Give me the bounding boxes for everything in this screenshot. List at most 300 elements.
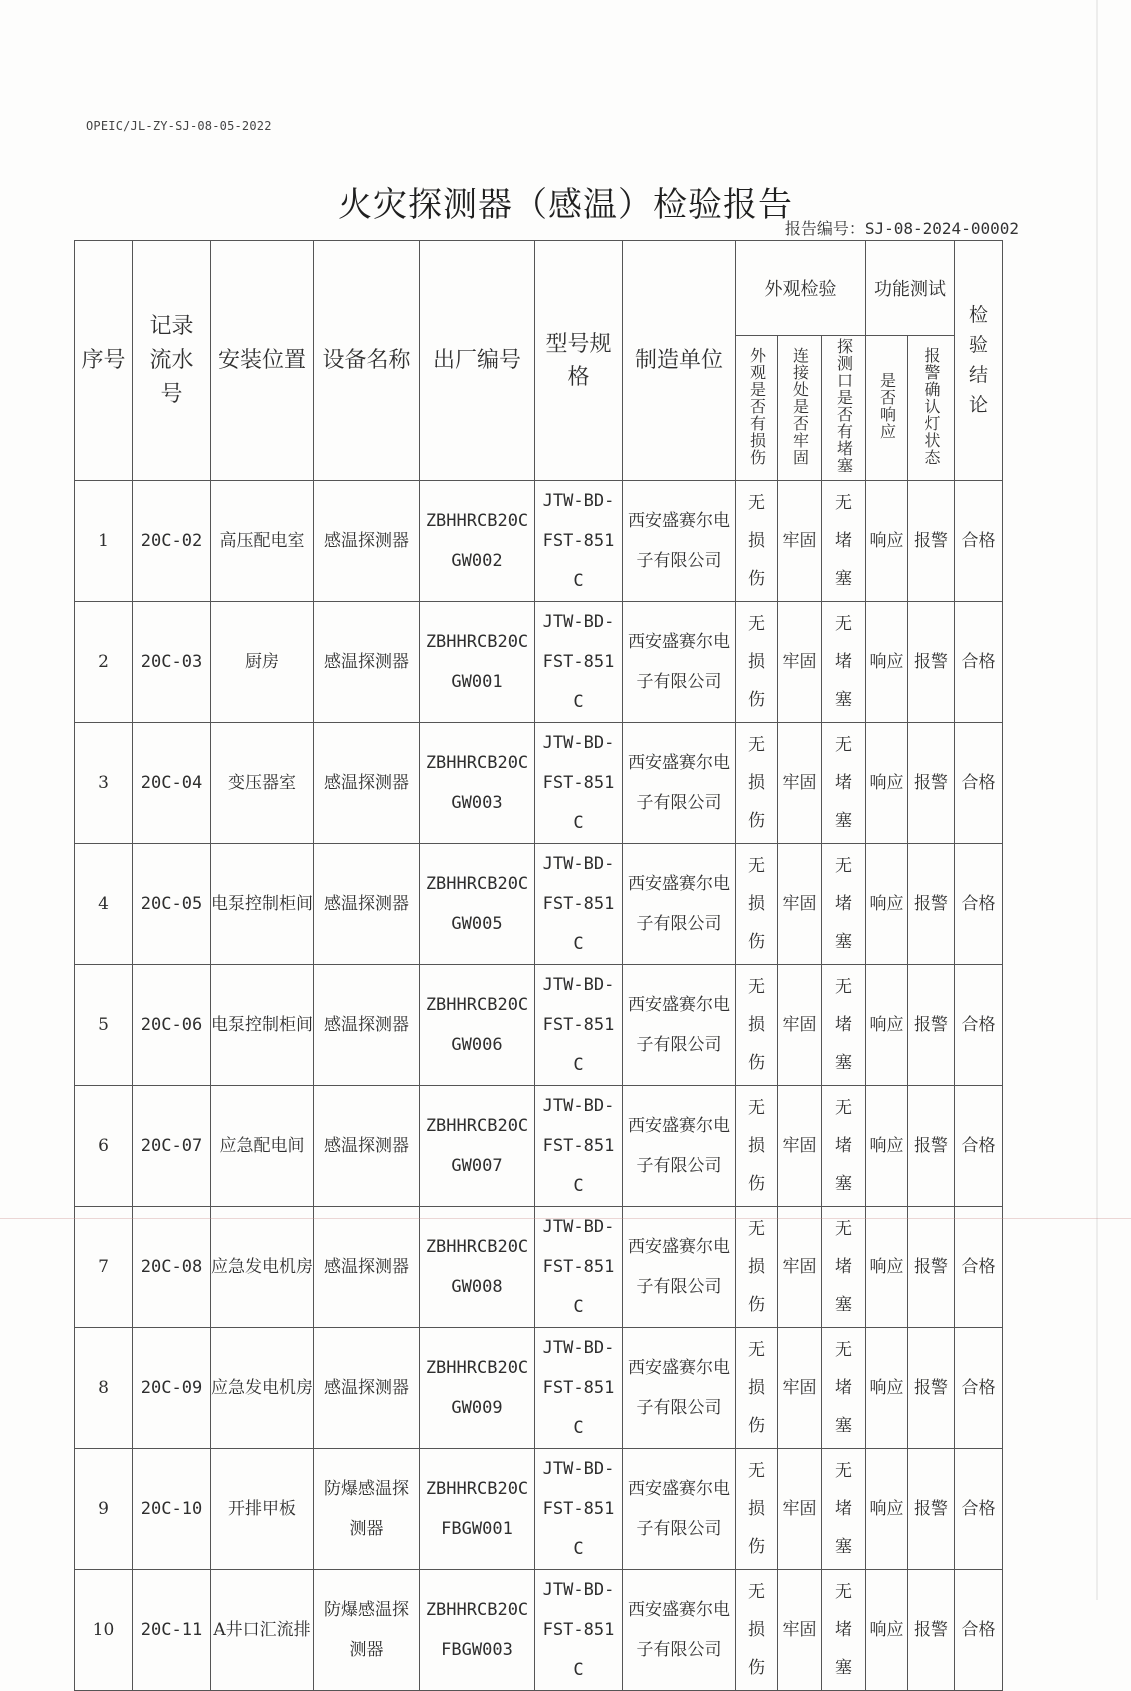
- header-fn-respond-label: 是否响应: [877, 372, 897, 440]
- cell-model-text: JTW-BD-FST-851C: [542, 854, 615, 954]
- header-fn-alarm: [908, 336, 955, 481]
- cell-serial: [420, 1328, 535, 1449]
- cell-block: [822, 1328, 866, 1449]
- cell-record: [133, 602, 211, 723]
- cell-respond: [866, 1570, 908, 1691]
- cell-location-text: 电泵控制柜间: [211, 1015, 313, 1035]
- cell-damage: [736, 1207, 778, 1328]
- cell-device: [314, 602, 420, 723]
- cell-location-text: 变压器室: [228, 773, 296, 793]
- cell-device-text: 感温探测器: [324, 652, 409, 672]
- cell-result-text: 合格: [961, 1257, 996, 1277]
- cell-firm-text: 牢固: [782, 1499, 817, 1519]
- cell-record: [133, 481, 211, 602]
- cell-damage-text: 无损伤: [748, 1581, 765, 1678]
- cell-block-text: 无堵塞: [835, 492, 852, 589]
- cell-respond: [866, 1207, 908, 1328]
- cell-respond-text: 响应: [869, 894, 904, 914]
- table-row: [75, 1207, 1003, 1328]
- cell-damage: [736, 481, 778, 602]
- cell-seq: [75, 602, 133, 723]
- cell-block-text: 无堵塞: [835, 734, 852, 831]
- cell-record-text: 20C-10: [140, 1499, 203, 1519]
- cell-seq-text: 6: [98, 1136, 109, 1156]
- cell-result-text: 合格: [961, 652, 996, 672]
- cell-serial-text: ZBHHRCB20CGW008: [425, 1237, 529, 1297]
- cell-record-text: 20C-09: [140, 1378, 203, 1398]
- cell-record-text: 20C-07: [140, 1136, 203, 1156]
- cell-seq-text: 2: [98, 652, 109, 672]
- cell-maker: [623, 602, 736, 723]
- cell-record: [133, 965, 211, 1086]
- cell-firm: [778, 1449, 822, 1570]
- cell-model: [535, 723, 623, 844]
- cell-respond-text: 响应: [869, 1015, 904, 1035]
- header-appearance: [736, 241, 866, 336]
- cell-seq: [75, 1207, 133, 1328]
- cell-model: [535, 1207, 623, 1328]
- cell-maker-text: 西安盛赛尔电子有限公司: [627, 1479, 730, 1539]
- cell-seq: [75, 1570, 133, 1691]
- cell-block-text: 无堵塞: [835, 1218, 852, 1315]
- cell-device-text: 感温探测器: [324, 531, 409, 551]
- cell-result: [955, 965, 1003, 1086]
- cell-respond: [866, 602, 908, 723]
- table-row: [75, 1086, 1003, 1207]
- cell-seq: [75, 844, 133, 965]
- cell-maker-text: 西安盛赛尔电子有限公司: [627, 1600, 730, 1660]
- cell-model: [535, 1570, 623, 1691]
- cell-firm-text: 牢固: [782, 531, 817, 551]
- header-record: [133, 241, 211, 481]
- cell-device: [314, 723, 420, 844]
- cell-alarm: [908, 965, 955, 1086]
- cell-damage-text: 无损伤: [748, 1218, 765, 1315]
- cell-respond-text: 响应: [869, 1378, 904, 1398]
- header-function: [866, 241, 955, 336]
- cell-alarm-text: 报警: [914, 652, 949, 672]
- cell-damage-text: 无损伤: [748, 976, 765, 1073]
- cell-record: [133, 1328, 211, 1449]
- cell-location: [211, 602, 314, 723]
- header-location: [211, 241, 314, 481]
- cell-location-text: 高压配电室: [219, 531, 305, 551]
- cell-device-text: 感温探测器: [324, 1378, 409, 1398]
- cell-model-text: JTW-BD-FST-851C: [542, 491, 615, 591]
- cell-respond: [866, 1086, 908, 1207]
- header-app-damage-label: 外观是否有损伤: [747, 346, 767, 466]
- cell-damage: [736, 844, 778, 965]
- cell-seq-text: 9: [98, 1499, 109, 1519]
- cell-block: [822, 1570, 866, 1691]
- header-model-label: 型号规格: [545, 331, 612, 390]
- cell-maker-text: 西安盛赛尔电子有限公司: [627, 874, 730, 934]
- table-row: [75, 481, 1003, 602]
- cell-result: [955, 844, 1003, 965]
- cell-alarm-text: 报警: [914, 1620, 949, 1640]
- cell-block: [822, 723, 866, 844]
- cell-location: [211, 965, 314, 1086]
- cell-alarm: [908, 1570, 955, 1691]
- table-header-row: [75, 241, 1003, 336]
- cell-respond: [866, 481, 908, 602]
- cell-block-text: 无堵塞: [835, 1339, 852, 1436]
- cell-location: [211, 1086, 314, 1207]
- cell-result-text: 合格: [961, 1136, 996, 1156]
- cell-maker: [623, 1449, 736, 1570]
- cell-block-text: 无堵塞: [835, 613, 852, 710]
- cell-record-text: 20C-08: [140, 1257, 203, 1277]
- cell-respond: [866, 1449, 908, 1570]
- table-body: [75, 481, 1003, 1691]
- cell-serial-text: ZBHHRCB20CGW002: [425, 511, 529, 571]
- cell-respond-text: 响应: [869, 1499, 904, 1519]
- cell-alarm-text: 报警: [914, 1257, 949, 1277]
- header-seq-label: 序号: [81, 348, 126, 373]
- cell-block: [822, 602, 866, 723]
- cell-maker: [623, 481, 736, 602]
- cell-record: [133, 844, 211, 965]
- cell-firm: [778, 602, 822, 723]
- cell-damage-text: 无损伤: [748, 613, 765, 710]
- cell-model-text: JTW-BD-FST-851C: [542, 1217, 615, 1317]
- table-row: [75, 1328, 1003, 1449]
- cell-alarm-text: 报警: [914, 531, 949, 551]
- cell-alarm-text: 报警: [914, 1136, 949, 1156]
- cell-serial-text: ZBHHRCB20CGW005: [425, 874, 529, 934]
- cell-alarm: [908, 1086, 955, 1207]
- cell-alarm: [908, 844, 955, 965]
- header-maker: [623, 241, 736, 481]
- cell-location: [211, 1207, 314, 1328]
- header-serial-label: 出厂编号: [432, 348, 521, 373]
- cell-record: [133, 1449, 211, 1570]
- cell-damage-text: 无损伤: [748, 734, 765, 831]
- cell-record: [133, 1207, 211, 1328]
- cell-respond: [866, 1328, 908, 1449]
- cell-firm: [778, 1570, 822, 1691]
- cell-maker-text: 西安盛赛尔电子有限公司: [627, 632, 730, 692]
- cell-firm-text: 牢固: [782, 1620, 817, 1640]
- inspection-table: [74, 240, 1003, 1691]
- cell-serial: [420, 723, 535, 844]
- cell-alarm-text: 报警: [914, 894, 949, 914]
- cell-model: [535, 1328, 623, 1449]
- table-row: [75, 602, 1003, 723]
- cell-respond: [866, 723, 908, 844]
- cell-maker-text: 西安盛赛尔电子有限公司: [627, 511, 730, 571]
- cell-serial-text: ZBHHRCB20CGW007: [425, 1116, 529, 1176]
- cell-model-text: JTW-BD-FST-851C: [542, 1096, 615, 1196]
- cell-device: [314, 481, 420, 602]
- cell-serial-text: ZBHHRCB20CGW003: [425, 753, 529, 813]
- cell-maker: [623, 1570, 736, 1691]
- cell-damage-text: 无损伤: [748, 1460, 765, 1557]
- table-row: [75, 844, 1003, 965]
- cell-location-text: 应急发电机房: [211, 1378, 313, 1398]
- cell-result-text: 合格: [961, 1620, 996, 1640]
- cell-maker-text: 西安盛赛尔电子有限公司: [627, 995, 730, 1055]
- cell-serial-text: ZBHHRCB20CGW006: [425, 995, 529, 1055]
- cell-serial: [420, 965, 535, 1086]
- header-fn-alarm-label: 报警确认灯状态: [922, 346, 942, 466]
- cell-firm-text: 牢固: [782, 652, 817, 672]
- cell-device-text: 感温探测器: [324, 1136, 409, 1156]
- cell-serial: [420, 844, 535, 965]
- cell-block-text: 无堵塞: [835, 976, 852, 1073]
- cell-firm: [778, 481, 822, 602]
- header-app-firm-label: 连接处是否牢固: [790, 346, 810, 466]
- cell-serial: [420, 1449, 535, 1570]
- cell-respond-text: 响应: [869, 531, 904, 551]
- cell-damage: [736, 602, 778, 723]
- cell-record: [133, 1570, 211, 1691]
- cell-serial-text: ZBHHRCB20CGW001: [425, 632, 529, 692]
- cell-alarm: [908, 723, 955, 844]
- cell-location-text: 应急发电机房: [211, 1257, 313, 1277]
- cell-serial-text: ZBHHRCB20CFBGW003: [425, 1600, 529, 1660]
- header-appearance-label: 外观检验: [764, 279, 837, 300]
- cell-alarm-text: 报警: [914, 1378, 949, 1398]
- cell-serial: [420, 1086, 535, 1207]
- cell-result-text: 合格: [961, 1015, 996, 1035]
- cell-respond-text: 响应: [869, 1620, 904, 1640]
- cell-seq: [75, 1086, 133, 1207]
- header-result-label: 检验结论: [969, 304, 989, 416]
- cell-maker-text: 西安盛赛尔电子有限公司: [627, 753, 730, 813]
- cell-result-text: 合格: [961, 1378, 996, 1398]
- cell-seq-text: 10: [92, 1620, 115, 1640]
- cell-maker: [623, 1086, 736, 1207]
- cell-device: [314, 1449, 420, 1570]
- cell-block-text: 无堵塞: [835, 855, 852, 952]
- cell-device-text: 感温探测器: [324, 773, 409, 793]
- report-number: 报告编号：SJ-08-2024-00002: [784, 219, 1019, 238]
- cell-record-text: 20C-11: [140, 1620, 203, 1640]
- cell-firm: [778, 844, 822, 965]
- cell-firm-text: 牢固: [782, 1257, 817, 1277]
- header-app-damage: [736, 336, 778, 481]
- scan-artifact-line: [0, 1218, 1131, 1219]
- cell-result: [955, 1086, 1003, 1207]
- cell-seq: [75, 965, 133, 1086]
- cell-record-text: 20C-06: [140, 1015, 203, 1035]
- cell-device: [314, 1086, 420, 1207]
- cell-alarm: [908, 602, 955, 723]
- cell-result-text: 合格: [961, 773, 996, 793]
- cell-location: [211, 1328, 314, 1449]
- cell-location: [211, 481, 314, 602]
- cell-seq-text: 3: [98, 773, 109, 793]
- cell-location-text: 电泵控制柜间: [211, 894, 313, 914]
- cell-alarm-text: 报警: [914, 773, 949, 793]
- cell-seq-text: 8: [98, 1378, 109, 1398]
- cell-result-text: 合格: [961, 531, 996, 551]
- cell-firm-text: 牢固: [782, 1015, 817, 1035]
- report-title: 火灾探测器（感温）检验报告: [338, 184, 793, 225]
- cell-block: [822, 844, 866, 965]
- cell-seq-text: 7: [98, 1257, 109, 1277]
- header-maker-label: 制造单位: [634, 348, 723, 373]
- cell-damage: [736, 1328, 778, 1449]
- cell-location-text: 应急配电间: [219, 1136, 305, 1156]
- cell-damage-text: 无损伤: [748, 855, 765, 952]
- cell-respond: [866, 844, 908, 965]
- scan-edge-shadow: [1096, 0, 1098, 1600]
- cell-device-text: 防爆感温探测器: [324, 1600, 409, 1660]
- cell-maker-text: 西安盛赛尔电子有限公司: [627, 1358, 730, 1418]
- cell-alarm: [908, 1449, 955, 1570]
- table-row: [75, 1570, 1003, 1691]
- cell-device: [314, 1570, 420, 1691]
- cell-serial: [420, 1570, 535, 1691]
- cell-device-text: 感温探测器: [324, 894, 409, 914]
- cell-maker: [623, 844, 736, 965]
- cell-maker: [623, 965, 736, 1086]
- cell-maker-text: 西安盛赛尔电子有限公司: [627, 1116, 730, 1176]
- cell-result: [955, 1570, 1003, 1691]
- cell-model-text: JTW-BD-FST-851C: [542, 733, 615, 833]
- cell-block: [822, 1207, 866, 1328]
- table-row: [75, 1449, 1003, 1570]
- cell-model: [535, 844, 623, 965]
- cell-seq: [75, 723, 133, 844]
- cell-damage: [736, 723, 778, 844]
- cell-respond-text: 响应: [869, 652, 904, 672]
- cell-damage-text: 无损伤: [748, 492, 765, 589]
- cell-device: [314, 1207, 420, 1328]
- cell-maker: [623, 1328, 736, 1449]
- cell-respond-text: 响应: [869, 1136, 904, 1156]
- cell-location: [211, 1570, 314, 1691]
- cell-maker: [623, 1207, 736, 1328]
- cell-model-text: JTW-BD-FST-851C: [542, 1459, 615, 1559]
- cell-seq-text: 1: [98, 531, 109, 551]
- cell-firm: [778, 1207, 822, 1328]
- cell-record-text: 20C-05: [140, 894, 203, 914]
- cell-damage-text: 无损伤: [748, 1097, 765, 1194]
- cell-device: [314, 965, 420, 1086]
- cell-result: [955, 1449, 1003, 1570]
- header-app-block-label: 探测口是否有堵塞: [834, 338, 854, 474]
- cell-firm-text: 牢固: [782, 894, 817, 914]
- cell-record-text: 20C-04: [140, 773, 203, 793]
- cell-result-text: 合格: [961, 894, 996, 914]
- cell-record: [133, 1086, 211, 1207]
- table-row: [75, 723, 1003, 844]
- cell-firm: [778, 723, 822, 844]
- cell-device: [314, 1328, 420, 1449]
- cell-alarm-text: 报警: [914, 1499, 949, 1519]
- cell-maker: [623, 723, 736, 844]
- cell-seq-text: 5: [98, 1015, 109, 1035]
- cell-block-text: 无堵塞: [835, 1460, 852, 1557]
- cell-seq: [75, 1328, 133, 1449]
- cell-device: [314, 844, 420, 965]
- cell-result: [955, 1207, 1003, 1328]
- header-app-block: [822, 336, 866, 481]
- header-seq: [75, 241, 133, 481]
- header-model: [535, 241, 623, 481]
- cell-firm: [778, 965, 822, 1086]
- cell-respond-text: 响应: [869, 1257, 904, 1277]
- cell-model: [535, 481, 623, 602]
- cell-firm-text: 牢固: [782, 773, 817, 793]
- header-function-label: 功能测试: [874, 279, 947, 300]
- cell-block: [822, 1449, 866, 1570]
- cell-seq: [75, 481, 133, 602]
- cell-block-text: 无堵塞: [835, 1097, 852, 1194]
- cell-location: [211, 844, 314, 965]
- cell-location: [211, 723, 314, 844]
- cell-device-text: 防爆感温探测器: [324, 1479, 409, 1539]
- header-location-label: 安装位置: [217, 348, 306, 373]
- cell-location: [211, 1449, 314, 1570]
- cell-serial: [420, 602, 535, 723]
- header-fn-respond: [866, 336, 908, 481]
- cell-alarm: [908, 481, 955, 602]
- cell-location-text: 厨房: [245, 652, 279, 672]
- cell-device-text: 感温探测器: [324, 1257, 409, 1277]
- cell-model-text: JTW-BD-FST-851C: [542, 1580, 615, 1680]
- cell-firm: [778, 1328, 822, 1449]
- cell-damage-text: 无损伤: [748, 1339, 765, 1436]
- cell-firm: [778, 1086, 822, 1207]
- cell-alarm: [908, 1207, 955, 1328]
- cell-model-text: JTW-BD-FST-851C: [542, 975, 615, 1075]
- cell-firm-text: 牢固: [782, 1136, 817, 1156]
- cell-record-text: 20C-03: [140, 652, 203, 672]
- cell-alarm-text: 报警: [914, 1015, 949, 1035]
- cell-damage: [736, 965, 778, 1086]
- cell-model: [535, 1086, 623, 1207]
- cell-result: [955, 481, 1003, 602]
- cell-result-text: 合格: [961, 1499, 996, 1519]
- cell-firm-text: 牢固: [782, 1378, 817, 1398]
- cell-result: [955, 723, 1003, 844]
- cell-result: [955, 602, 1003, 723]
- cell-serial: [420, 1207, 535, 1328]
- cell-seq-text: 4: [98, 894, 109, 914]
- cell-serial: [420, 481, 535, 602]
- cell-model: [535, 602, 623, 723]
- cell-block: [822, 965, 866, 1086]
- cell-respond: [866, 965, 908, 1086]
- header-result: [955, 241, 1003, 481]
- header-record-label: 记录流水号: [149, 313, 194, 407]
- cell-damage: [736, 1570, 778, 1691]
- cell-alarm: [908, 1328, 955, 1449]
- cell-record-text: 20C-02: [140, 531, 203, 551]
- cell-maker-text: 西安盛赛尔电子有限公司: [627, 1237, 730, 1297]
- cell-damage: [736, 1086, 778, 1207]
- cell-device-text: 感温探测器: [324, 1015, 409, 1035]
- cell-location-text: 开排甲板: [228, 1499, 296, 1519]
- cell-block-text: 无堵塞: [835, 1581, 852, 1678]
- cell-serial-text: ZBHHRCB20CFBGW001: [425, 1479, 529, 1539]
- header-device: [314, 241, 420, 481]
- header-serial: [420, 241, 535, 481]
- cell-model-text: JTW-BD-FST-851C: [542, 1338, 615, 1438]
- cell-result: [955, 1328, 1003, 1449]
- table-row: [75, 965, 1003, 1086]
- cell-damage: [736, 1449, 778, 1570]
- cell-block: [822, 1086, 866, 1207]
- header-device-label: 设备名称: [322, 348, 411, 373]
- cell-model-text: JTW-BD-FST-851C: [542, 612, 615, 712]
- cell-respond-text: 响应: [869, 773, 904, 793]
- header-app-firm: [778, 336, 822, 481]
